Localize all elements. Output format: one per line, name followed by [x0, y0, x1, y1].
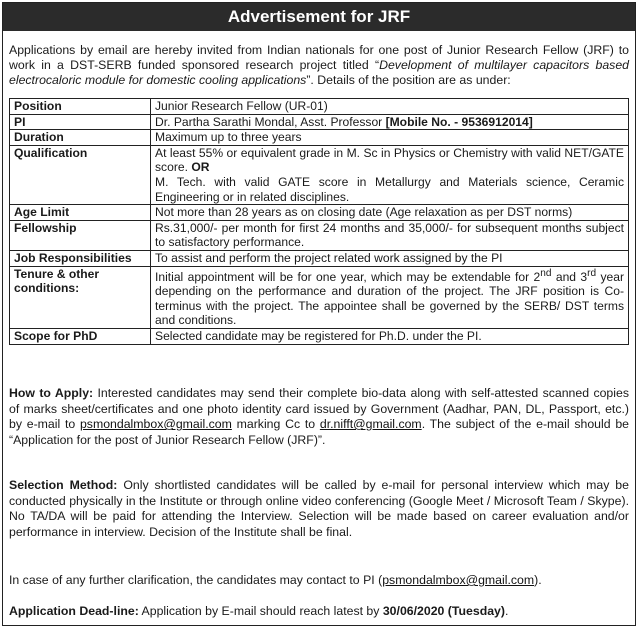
intro-text-end: ”. Details of the position are as under:	[306, 73, 511, 87]
row-label: Duration	[10, 130, 151, 146]
project-title: Development of multilayer capacitors based electrocaloric module for domestic cooling applications	[9, 58, 629, 87]
row-value: To assist and perform the project related work assigned by the PI	[151, 250, 629, 266]
row-label: Scope for PhD	[10, 328, 151, 344]
table-row-tenure	[10, 266, 629, 328]
page-title: Advertisement for JRF	[3, 3, 635, 31]
tenure-text: year depending on the performance and duration of the project. The JRF position is Co-terminus with the project. The appointee shall be governed by the SERB/ DST terms and conditions.	[155, 269, 625, 328]
deadline-section	[9, 604, 629, 620]
row-value	[151, 145, 629, 204]
table-row-qualification	[10, 145, 629, 204]
row-value: Selected candidate may be registered for Ph.D. under the PI.	[151, 328, 629, 344]
table-row-job-responsibilities	[10, 250, 629, 266]
deadline-heading: Application Dead-line:	[9, 604, 139, 618]
row-label: Job Responsibilities	[10, 250, 151, 266]
intro-paragraph	[9, 43, 629, 88]
contact-email-link[interactable]: psmondalmbox@gmail.com	[382, 573, 535, 587]
advertisement-sheet	[2, 2, 636, 626]
row-value	[151, 114, 629, 130]
table-row-position	[10, 99, 629, 115]
table-row-fellowship	[10, 220, 629, 250]
table-row-scope-phd	[10, 328, 629, 344]
table-row-age-limit	[10, 205, 629, 221]
qualification-or: OR	[191, 160, 210, 175]
qualification-msc: At least 55% or equivalent grade in M. Sc in Physics or Chemistry with valid NET/GATE score.	[155, 145, 624, 175]
how-to-apply-text: marking Cc to	[231, 417, 320, 432]
how-to-apply-section	[9, 386, 629, 448]
row-value: Junior Research Fellow (UR-01)	[151, 99, 629, 115]
row-value: Maximum up to three years	[151, 130, 629, 146]
clarification-section	[9, 573, 629, 589]
row-value: Rs.31,000/- per month for first 24 months and 35,000/- for subsequent months subject to satisfactory performance.	[151, 220, 629, 250]
tenure-text: Initial appointment will be for one year, which may be extendable for 2	[155, 269, 541, 284]
clarification-text-end: ).	[534, 573, 542, 587]
deadline-text: Application by E-mail should reach latest by	[138, 604, 383, 618]
cc-email-link[interactable]: dr.nifft@gmail.com	[319, 417, 422, 432]
how-to-apply-heading: How to Apply:	[9, 386, 94, 400]
row-label: PI	[10, 114, 151, 130]
how-to-apply-text: Interested candidates may send their complete bio-data along with self-attested scanned copies of marks sheet/certificates and one photo identity card issued by Government (Aadhar, PAN, DL, Passport, etc.) by e-mail to	[9, 386, 629, 432]
row-value: Not more than 28 years as on closing date (Age relaxation as per DST norms)	[151, 205, 629, 221]
how-to-apply-text: . The subject of the e-mail should be “Application for the post of Junior Research Fellow (JRF)”.	[9, 417, 629, 447]
row-label: Position	[10, 99, 151, 115]
intro-text: Applications by email are hereby invited from Indian nationals for one post of Junior Research Fellow (JRF) to work in a DST-SERB funded sponsored research project titled “	[9, 43, 629, 72]
selection-method-section	[9, 478, 629, 540]
selection-method-heading: Selection Method:	[9, 478, 118, 492]
pi-mobile: [Mobile No. - 9536912014]	[385, 114, 533, 129]
table-row-duration	[10, 130, 629, 146]
tenure-text: and 3	[551, 269, 588, 284]
row-value	[151, 266, 629, 328]
deadline-date: 30/06/2020 (Tuesday)	[382, 604, 505, 618]
pi-email-link[interactable]: psmondalmbox@gmail.com	[79, 417, 232, 432]
clarification-text: In case of any further clarification, the candidates may contact to PI (	[9, 573, 383, 587]
row-label: Tenure & other conditions:	[10, 266, 151, 328]
pi-name: Dr. Partha Sarathi Mondal, Asst. Professor	[155, 114, 383, 129]
row-label: Qualification	[10, 145, 151, 204]
position-details-table	[9, 98, 629, 345]
tenure-sup: rd	[587, 267, 597, 279]
selection-method-text: Only shortlisted candidates will be called by e-mail for personal interview which may be conducted physically in the Institute or through online video conferencing (Google Meet / Microsoft Team / Skype). No TA/DA will be paid for attending the Interview. Selection will be made based on career evaluation and/or performance in interview. Decision of the Institute shall be final.	[9, 478, 629, 539]
tenure-sup: nd	[540, 267, 552, 279]
qualification-mtech: M. Tech. with valid GATE score in Metallurgy and Materials science, Ceramic Engineering or in related disciplines.	[155, 174, 624, 204]
row-label: Fellowship	[10, 220, 151, 250]
row-label: Age Limit	[10, 205, 151, 221]
table-row-pi	[10, 114, 629, 130]
deadline-text-end: .	[504, 604, 509, 618]
